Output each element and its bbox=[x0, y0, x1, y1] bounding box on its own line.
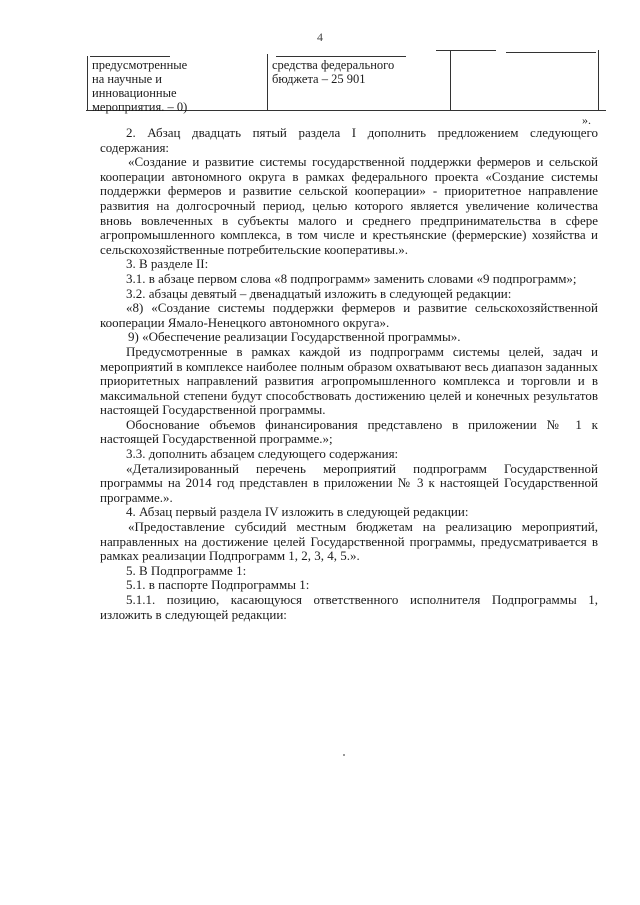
paragraph: 3.2. абзацы девятый – двенадцатый изложить в следующей редакции: bbox=[126, 285, 512, 301]
paragraph: 3.3. дополнить абзацем следующего содержания: bbox=[126, 446, 399, 462]
paragraph: «Предоставление субсидий местным бюджетам на реализацию мероприятий, направленных на достижение целей Государственной программы, предусматривается в рамках реализации Подпрограмм 1, 2, 3, 4, 5.». bbox=[100, 519, 598, 564]
table-closing-mark: ». bbox=[582, 113, 591, 127]
paragraph: Предусмотренные в рамках каждой из подпрограмм системы целей, задач и мероприятий в комплексе наиболее полным образом охватывают весь диапазон заданных приоритетных направлений развития агропромышленного комплекса и торговли и в максимальной степени будут способствовать достижению целей и конечных результатов настоящей Государственной программы. bbox=[100, 343, 598, 418]
table-fragment bbox=[86, 48, 606, 118]
document-body bbox=[100, 126, 598, 622]
left-cell-line: инновационные bbox=[92, 86, 177, 100]
left-cell-line: предусмотренные bbox=[92, 58, 188, 72]
table-rule bbox=[90, 56, 170, 57]
table-rule bbox=[87, 56, 88, 111]
table-rule bbox=[276, 56, 406, 57]
right-cell-line: средства федерального bbox=[272, 58, 395, 72]
paragraph: 4. Абзац первый раздела IV изложить в следующей редакции: bbox=[126, 504, 469, 520]
paragraph: «Создание и развитие системы государственной поддержки фермеров и сельской кооперации автономного округа в рамках федерального проекта «Создание системы поддержки фермеров и развитие сельской кооперации» - приоритетное направление развития на долгосрочный период, целью которого является увеличение количества вновь вовлеченных в субъекты малого и среднего предпринимательства в сфере агропромышленного комплекса, в том числе и крестьянские (фермерские) хозяйства и сельскохозяйственные потребительские кооперативы.». bbox=[100, 154, 598, 257]
right-cell-line: бюджета – 25 901 bbox=[272, 72, 366, 86]
paragraph: 3. В разделе II: bbox=[126, 256, 209, 272]
paragraph: «Детализированный перечень мероприятий подпрограмм Государственной программы на 2014 год представлен в приложении № 3 к настоящей Государственной программе.». bbox=[100, 460, 598, 505]
paragraph: 5.1. в паспорте Подпрограммы 1: bbox=[126, 577, 310, 593]
table-rule bbox=[598, 50, 599, 110]
paragraph: 5. В Подпрограмме 1: bbox=[126, 562, 247, 578]
left-cell-line: мероприятия. – 0) bbox=[92, 100, 188, 114]
page-number: 4 bbox=[317, 30, 323, 44]
paragraph: Обоснование объемов финансирования представлено в приложении № 1 к настоящей Государственной программе.»; bbox=[100, 416, 598, 447]
left-cell-line: на научные и bbox=[92, 72, 162, 86]
paragraph: 9) «Обеспечение реализации Государственной программы». bbox=[128, 329, 461, 345]
paragraph: 3.1. в абзаце первом слова «8 подпрограмм» заменить словами «9 подпрограмм»; bbox=[126, 270, 577, 286]
table-rule bbox=[267, 54, 268, 111]
scan-speck bbox=[343, 754, 345, 756]
table-rule bbox=[450, 50, 451, 110]
paragraph: «8) «Создание системы поддержки фермеров и развитие сельскохозяйственной кооперации Ямало-Ненецкого автономного округа». bbox=[100, 300, 598, 330]
paragraph: 2. Абзац двадцать пятый раздела I дополнить предложением следующего содержания: bbox=[100, 125, 598, 155]
table-rule bbox=[436, 50, 496, 51]
table-rule bbox=[506, 52, 596, 53]
paragraph: 5.1.1. позицию, касающуюся ответственного исполнителя Подпрограммы 1, изложить в следующей редакции: bbox=[100, 592, 598, 622]
